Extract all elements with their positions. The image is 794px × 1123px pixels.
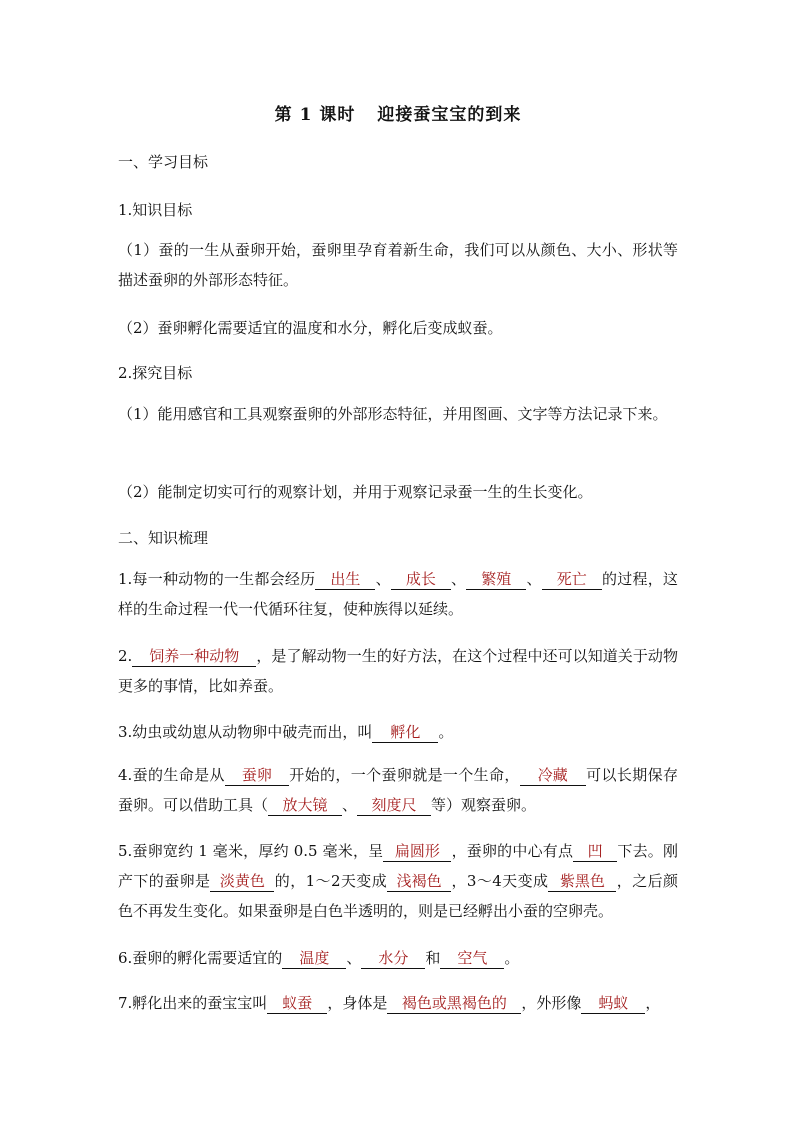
inquiry-objectives-heading: 2.探究目标	[118, 364, 193, 382]
question-text: 7.孵化出来的蚕宝宝叫	[118, 994, 268, 1012]
answer-blank: 水分	[361, 948, 425, 969]
inquiry-objective-1: （1）能用感官和工具观察蚕卵的外部形态特征，并用图画、文字等方法记录下来。	[118, 405, 668, 423]
lesson-topic: 迎接蚕宝宝的到来	[377, 105, 522, 125]
question-text: 的过程，这样的生命过程一代一代循环往复，使种族得以延续。	[118, 570, 678, 618]
question-text: 下去。刚产下的蚕卵是	[118, 842, 678, 890]
section-heading-knowledge-review: 二、知识梳理	[118, 529, 209, 547]
question-text: 开始的，一个蚕卵就是一个生命，	[288, 766, 520, 784]
question-text: ，之后颜色不再发生变化。如果蚕卵是白色半透明的，则是已经孵出小蚕的空卵壳。	[118, 872, 678, 920]
question-text: ，是了解动物一生的好方法，在这个过程中还可以知道关于动物更多的事情，比如养蚕。	[118, 647, 678, 695]
question-text: ，身体是	[327, 994, 388, 1012]
question-3	[118, 721, 453, 743]
question-text: 、	[342, 796, 358, 814]
section-heading-objectives: 一、学习目标	[118, 153, 209, 171]
question-text: 、	[346, 949, 362, 967]
question-text: 。	[438, 723, 454, 741]
answer-blank: 放大镜	[268, 795, 342, 816]
answer-blank: 扁圆形	[383, 841, 451, 862]
question-text: ，外形像	[521, 994, 582, 1012]
question-text: 5.蚕卵宽约 1 毫米，厚约 0.5 毫米，呈	[118, 842, 384, 860]
question-text: ，	[645, 994, 661, 1012]
question-text: ，3～4天变成	[451, 872, 549, 890]
answer-blank: 浅褐色	[387, 871, 451, 892]
answer-blank: 紫黑色	[548, 871, 616, 892]
answer-blank: 孵化	[372, 722, 438, 743]
answer-blank: 死亡	[542, 569, 602, 590]
question-text: 、	[375, 570, 391, 588]
question-text: 和	[425, 949, 441, 967]
answer-blank: 淡黄色	[210, 871, 274, 892]
question-text: 、	[450, 570, 467, 588]
answer-blank: 蚕卵	[225, 765, 289, 786]
question-text: 2.	[118, 647, 133, 665]
knowledge-objectives-heading: 1.知识目标	[118, 201, 193, 219]
question-text: ，蚕卵的中心有点	[451, 842, 574, 860]
question-text: 4.蚕的生命是从	[118, 766, 225, 784]
lesson-number: 第 1 课时	[274, 105, 356, 125]
answer-blank: 饲养一种动物	[132, 646, 256, 667]
question-text: 的，1～2天变成	[274, 872, 388, 890]
answer-blank: 冷藏	[520, 765, 586, 786]
knowledge-objective-2: （2）蚕卵孵化需要适宜的温度和水分，孵化后变成蚁蚕。	[118, 319, 503, 337]
question-text: 3.幼虫或幼崽从动物卵中破壳而出，叫	[118, 723, 373, 741]
knowledge-objective-1: （1）蚕的一生从蚕卵开始，蚕卵里孕育着新生命，我们可以从颜色、大小、形状等描述蚕卵的外部形态特征。	[118, 241, 678, 289]
question-5	[118, 836, 678, 926]
answer-blank: 褐色或黑褐色的	[387, 993, 521, 1014]
answer-blank: 凹	[573, 841, 617, 862]
inquiry-objective-2: （2）能制定切实可行的观察计划，并用于观察记录蚕一生的生长变化。	[118, 483, 593, 501]
answer-blank: 蚁蚕	[267, 993, 327, 1014]
question-text: 6.蚕卵的孵化需要适宜的	[118, 949, 283, 967]
question-1	[118, 564, 678, 624]
answer-blank: 刻度尺	[357, 795, 431, 816]
page-title	[118, 100, 678, 125]
answer-blank: 空气	[440, 948, 504, 969]
question-7	[118, 992, 660, 1014]
question-text: 等）观察蚕卵。	[431, 796, 537, 814]
worksheet-page	[118, 0, 678, 1123]
answer-blank: 蚂蚁	[581, 993, 645, 1014]
question-6	[118, 947, 519, 969]
question-text: 1.每一种动物的一生都会经历	[118, 570, 316, 588]
question-text: 、	[526, 570, 542, 588]
answer-blank: 温度	[282, 948, 346, 969]
question-4	[118, 760, 678, 820]
answer-blank: 成长	[391, 569, 451, 590]
answer-blank: 出生	[315, 569, 375, 590]
question-2	[118, 641, 678, 701]
question-text: 。	[504, 949, 520, 967]
answer-blank: 繁殖	[466, 569, 526, 590]
question-text: 可以长期保存蚕卵。可以借助工具（	[118, 766, 678, 814]
